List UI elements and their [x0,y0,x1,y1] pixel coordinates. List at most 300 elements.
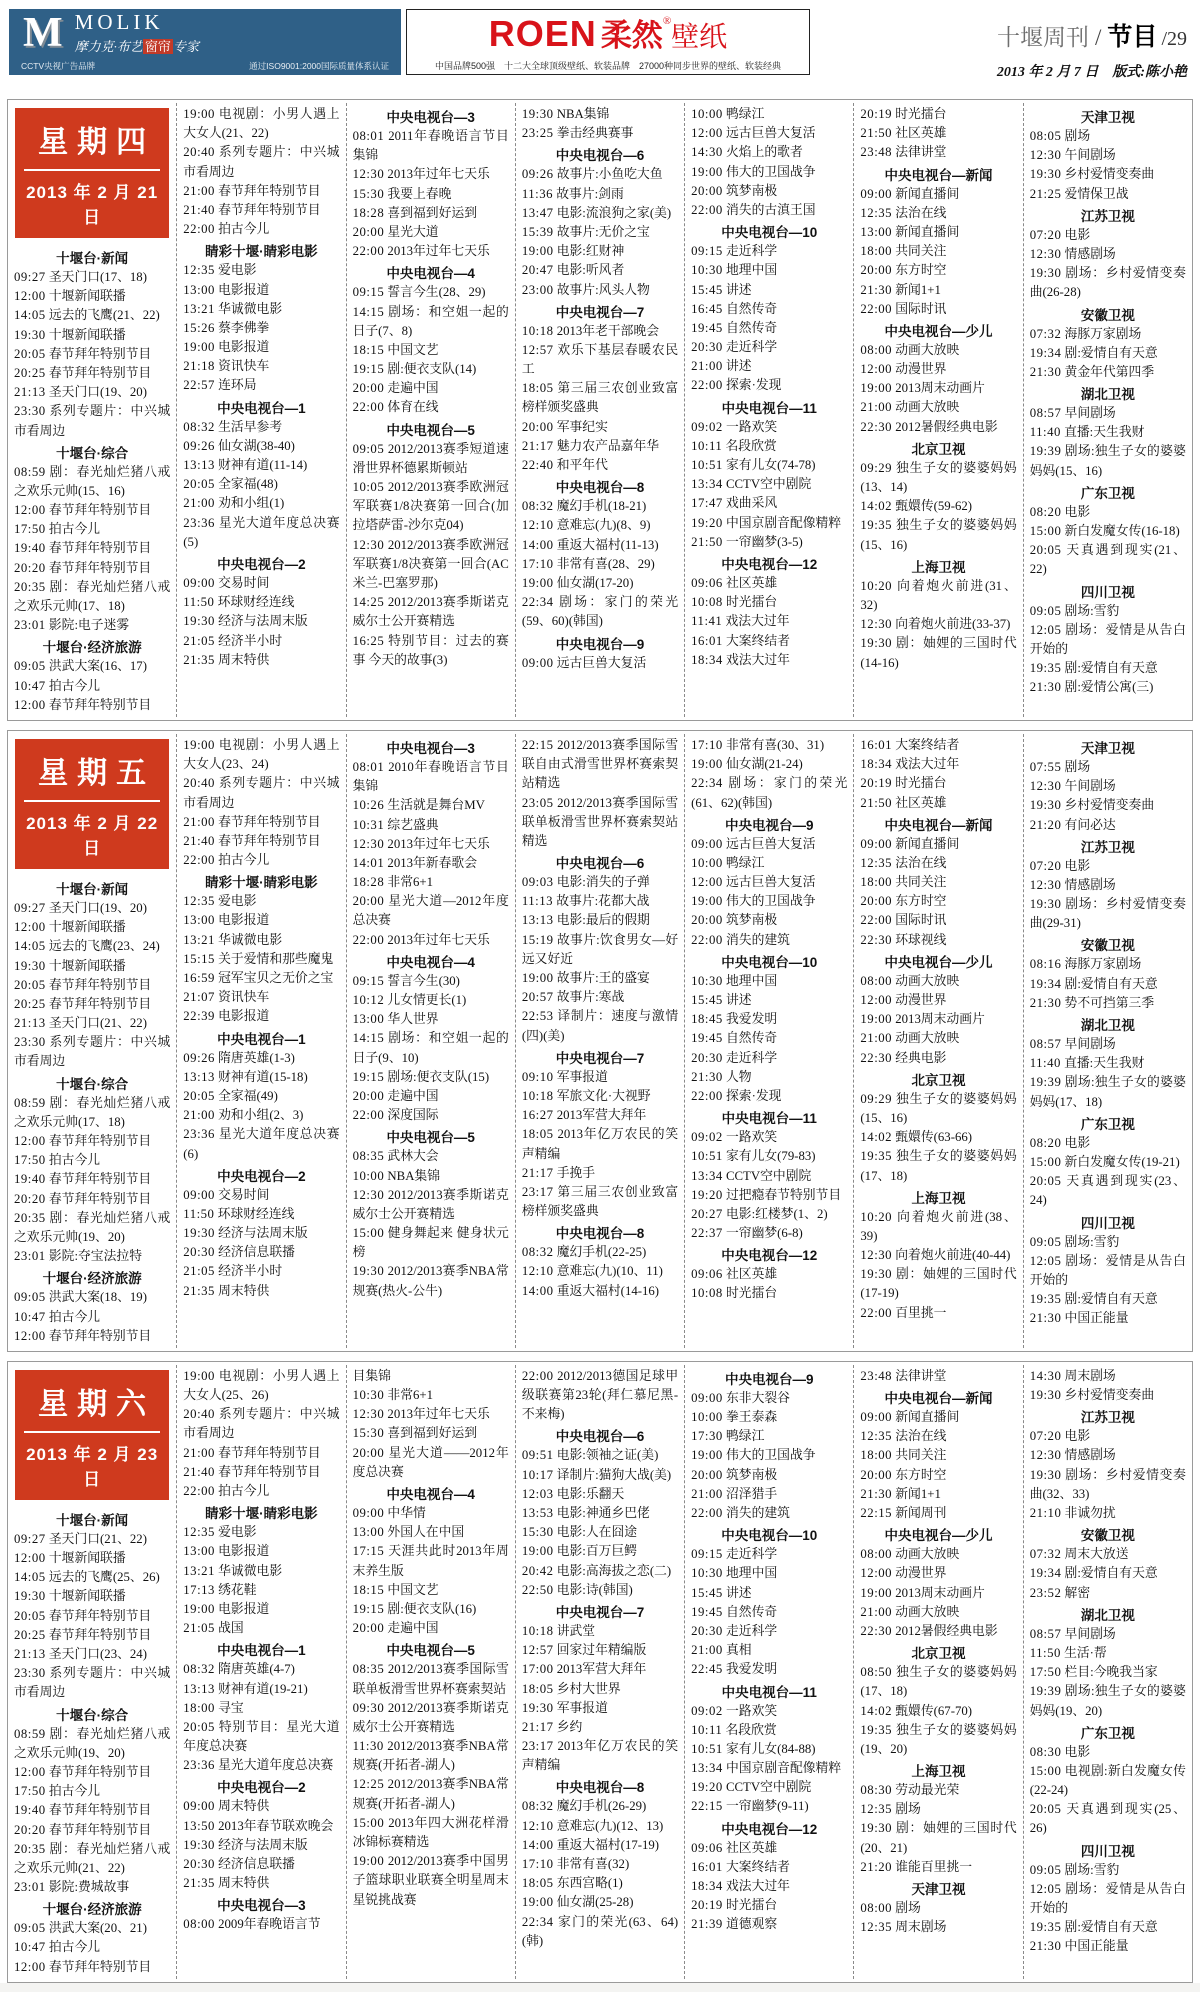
program-title: 地理中国 [722,973,778,988]
program-row [691,593,847,612]
program-row [522,497,678,516]
program-title: 2012暑假经典电影 [892,1623,998,1638]
program-time: 19:39 [1029,444,1062,459]
program-time: 17:50 [14,1153,46,1168]
program-time: 23:05 [521,795,554,810]
program-row [522,1893,678,1912]
program-title: 情感剧场 [1061,877,1116,892]
program-row [183,1262,339,1281]
program-title: 甄嬛传(63-66) [892,1130,973,1145]
program-title: CCTV空中剧院 [722,477,812,492]
program-title: 消失的古滇王国 [722,202,816,217]
program-row [860,1721,1016,1759]
channel-header: 中央电视台—3 [386,740,475,756]
program-title: 全家福(48) [214,477,278,492]
program-title: 圣天门口(21、22) [45,1531,147,1546]
program-title: 社区英雄 [892,795,947,810]
program-title: 2013年过年七天乐 [384,836,490,851]
program-time: 09:00 [183,575,215,590]
program-time: 08:00 [860,1547,893,1562]
program-time: 15:45 [691,993,723,1007]
program-time: 10:18 [521,1088,554,1103]
channel-header: 上海卫视 [911,1764,966,1780]
listing-column [176,103,345,717]
program-row [691,1128,847,1147]
program-row [691,651,847,670]
program-row [691,261,847,280]
program-time: 21:00 [183,814,215,829]
program-time: 10:51 [691,1741,723,1756]
program-title: 战国 [214,1621,244,1636]
channel-header: 中央电视台—9 [725,817,814,833]
program-time: 15:00 [352,1815,385,1830]
program-time: 13:00 [183,913,215,928]
program-time: 22:00 [352,932,385,947]
program-title: 共同关注 [892,875,947,890]
program-row [1030,1386,1186,1405]
program-row [691,1603,847,1622]
program-time: 22:39 [183,1009,215,1024]
program-time: 15:00 [1029,524,1062,538]
program-title: 剧场 [1061,759,1091,774]
program-time: 22:00 [860,913,893,928]
program-title: 电影报道 [214,282,270,297]
program-row [691,835,847,854]
program-row [353,854,509,873]
program-time: 21:40 [183,202,215,217]
program-title: 星光大道—2012年度总决赛 [352,894,509,928]
program-title: 新闻直播间 [892,224,960,239]
program-row [14,616,170,635]
program-time: 18:15 [352,342,385,357]
program-row [522,1699,678,1718]
program-title: 连环局 [214,378,257,393]
program-row [1030,423,1186,442]
program-time: 20:00 [860,263,893,278]
program-title: 2013年过年七天乐 [384,1407,490,1422]
program-time: 12:30 [352,1407,385,1422]
program-title: 家有儿女(74-78) [722,458,816,472]
program-title: 2012/2013赛季短道速滑世界杯德累斯顿站 [352,441,509,475]
program-time: 09:05 [14,1921,46,1936]
program-row [1030,541,1186,579]
program-title: 十堰新闻联播 [45,327,126,342]
program-title: 动漫世界 [892,362,947,377]
program-title: 春节拜年特别节目 [45,1627,152,1642]
channel-header: 中央电视台—2 [217,1780,306,1796]
program-row [183,632,339,651]
program-row [691,873,847,892]
channel-header: 湖北卫视 [1080,1018,1135,1033]
program-title: 春节拜年特别节目 [45,977,152,992]
program-time: 10:00 [691,1410,723,1425]
program-title: 电影:乐翻天 [553,1486,625,1501]
program-title: 筑梦南极 [722,1467,778,1482]
program-time: 14:25 [352,595,385,610]
program-title: 剧场:雪豹 [1061,1862,1120,1877]
program-row [14,326,170,345]
program-time: 16:01 [691,633,723,648]
program-row [860,1090,1016,1128]
masthead-dateline: 2013 年 2 月 7 日 版式:陈小艳 [996,65,1187,80]
program-time: 07:55 [1029,759,1062,774]
program-title: 生活·帮 [1060,1645,1107,1660]
program-row [860,1858,1016,1877]
program-title: 剧：春光灿烂猪八戒之欢乐元帅(17、18) [14,1095,171,1129]
program-row [1030,678,1186,697]
program-row [691,1049,847,1068]
program-time: 20:30 [691,1623,723,1638]
program-row [1030,1172,1186,1210]
program-time: 18:05 [521,1876,554,1891]
program-row [1030,994,1186,1013]
channel-header: 中央电视台—12 [721,1248,818,1264]
program-time: 22:15 [521,737,554,752]
program-title: 爱情保卫战 [1061,186,1129,201]
program-title: 译制片：速度与激情(四)(美) [521,1009,679,1043]
program-time: 15:00 [352,1226,385,1241]
program-row [183,911,339,930]
program-row [522,1836,678,1855]
program-title: 电影 [1061,227,1091,242]
program-row [860,379,1016,398]
program-title: 周末剧场 [1061,1368,1116,1383]
program-row [691,1087,847,1106]
program-time: 19:39 [1029,1684,1062,1699]
program-row [691,1485,847,1504]
program-title: 东方时空 [892,894,947,909]
program-row [860,911,1016,930]
program-time: 17:30 [691,1429,723,1444]
program-title: 动漫世界 [892,993,947,1007]
program-row [522,892,678,911]
program-title: 环球财经连线 [214,1206,295,1221]
program-row [1030,1427,1186,1446]
program-time: 09:03 [521,875,554,890]
program-title: 走近科学 [722,1547,778,1562]
program-row [353,1029,509,1067]
program-row [14,677,170,696]
program-row [691,1797,847,1816]
program-title: 仙女湖(17-20) [553,575,634,590]
program-title: 东非大裂谷 [722,1390,790,1405]
channel-header: 江苏卫视 [1080,208,1135,224]
program-row [522,261,678,280]
program-title: 2011年春晚语言节目集锦 [352,129,509,163]
program-title: 向着炮火前进(40-44) [892,1248,1011,1263]
program-title: 资讯快车 [214,359,270,374]
program-title: 一路欢笑 [722,1130,778,1145]
program-time: 21:00 [691,359,723,374]
program-time: 07:32 [1029,326,1062,341]
channel-header: 北京卫视 [911,1072,966,1088]
program-title: 星光大道年度总决赛(5) [183,515,340,549]
program-row [691,1284,847,1303]
program-row [522,911,678,930]
program-time: 13:21 [183,1563,215,1578]
program-title: 电影 [1061,858,1091,873]
program-time: 07:20 [1029,858,1062,873]
channel-header: 北京卫视 [911,441,966,457]
channel-header: 睛彩十堰·睛彩电影 [205,1506,318,1522]
program-row [1030,1682,1186,1720]
program-title: 拳王泰森 [722,1410,778,1425]
program-title: 2012/2013赛季NBA常规赛(开拓者-湖人) [352,1739,509,1773]
program-title: 2013周末动画片 [892,381,985,396]
program-time: 08:05 [1029,129,1062,143]
program-row [183,969,339,988]
program-row [1030,442,1186,480]
day-section-saturday [7,1361,1193,1983]
program-time: 23:30 [14,404,46,419]
program-time: 21:00 [691,1486,723,1501]
program-time: 18:05 [521,1681,554,1696]
program-row [522,204,678,223]
program-title: 蔡李佛拳 [214,320,270,335]
program-title: 仙女湖(25-28) [553,1895,634,1910]
program-row [691,1839,847,1858]
channel-header: 中央电视台—11 [721,400,817,416]
program-row [183,357,339,376]
program-time: 22:00 [352,400,385,415]
program-title: 乡村大世界 [553,1681,621,1696]
channel-header: 安徽卫视 [1080,307,1135,323]
channel-header: 中央电视台—4 [386,954,475,970]
program-time: 19:30 [183,1226,215,1241]
program-title: 伟大的卫国战争 [722,894,816,909]
channel-header: 中央电视台—10 [721,954,818,970]
program-title: 周末特供 [214,1799,270,1814]
program-row [183,261,339,280]
program-row [353,1619,509,1638]
program-time: 20:19 [860,776,893,791]
program-time: 20:35 [14,1841,46,1856]
program-row [860,204,1016,223]
program-time: 12:25 [352,1777,385,1792]
program-time: 20:00 [691,183,723,198]
program-title: 拍古今儿 [45,1784,101,1799]
program-title: 重返大福村(11-13) [553,537,659,552]
program-time: 19:00 [183,1368,215,1383]
program-row [1030,816,1186,835]
program-time: 12:05 [1029,622,1062,637]
program-continuation: 目集锦 [352,1368,391,1383]
program-row [14,1958,170,1977]
program-title: 社区英雄 [722,1840,778,1855]
program-title: 新闻1+1 [892,1486,941,1501]
banner-divider [24,169,160,171]
program-title: 生活就是舞台MV [384,798,485,813]
program-title: 故事片:饮食男女—好远又好近 [521,932,679,966]
program-row [353,1444,509,1482]
program-time: 09:00 [691,1390,723,1405]
program-title: 2013年过年七天乐 [384,167,490,182]
program-time: 15:00 [1029,1763,1062,1778]
program-time: 19:00 [691,894,723,909]
program-title: 2012/2013赛季中国男子篮球职业联赛全明星周末 星锐挑战赛 [352,1854,509,1907]
program-time: 21:40 [183,833,215,848]
program-row [353,1262,509,1300]
program-title: 动漫世界 [892,1566,947,1581]
program-title: 独生子女的婆婆妈妈(15、16) [860,518,1017,552]
channel-header: 十堰台·新闻 [56,1512,129,1528]
program-row [522,1125,678,1163]
program-time: 20:05 [1029,543,1062,558]
program-time: 11:30 [352,1739,384,1754]
program-row [14,306,170,325]
program-row [691,1224,847,1243]
program-time: 14:05 [14,1570,46,1585]
listing-column [1023,1365,1192,1979]
program-row [1030,777,1186,796]
program-title: 儿女情更长(1) [384,993,467,1007]
program-title: 法治在线 [892,855,947,870]
program-time: 10:47 [14,1309,46,1324]
program-time: 12:57 [521,342,554,357]
program-title: 影院:费城故事 [45,1880,130,1895]
channel-header: 中央电视台—2 [217,556,306,572]
program-row [183,1874,339,1893]
program-time: 13:50 [183,1818,215,1833]
program-title: 势不可挡第三季 [1061,995,1155,1010]
day-date: 2013 年 2 月 23 日 [26,1444,159,1489]
program-title: 讲述 [722,359,752,374]
program-title: 道德观察 [722,1917,778,1932]
program-title: 电影:听风者 [553,263,625,278]
program-time: 13:13 [183,1069,215,1084]
program-title: 远去的飞鹰(23、24) [45,939,160,954]
program-title: 非常有喜(28、29) [553,556,655,571]
channel-header: 中央电视台—少儿 [884,1528,993,1544]
program-row [1030,602,1186,621]
program-row [1030,1504,1186,1523]
program-row [691,281,847,300]
program-time: 10:11 [691,1722,723,1737]
program-row [14,345,170,364]
program-time: 21:39 [691,1917,723,1932]
program-time: 12:00 [14,1959,46,1974]
program-time: 12:00 [14,503,46,518]
program-time: 17:15 [352,1544,385,1559]
program-time: 20:00 [352,1621,385,1636]
program-row [522,1282,678,1301]
program-time: 12:00 [691,126,723,141]
channel-header: 中央电视台—7 [555,1050,645,1066]
program-time: 23:36 [183,1127,215,1142]
program-time: 14:02 [860,1703,893,1718]
channel-header: 中央电视台—4 [386,266,475,282]
program-row [522,1466,678,1485]
program-row [522,165,678,184]
program-time: 19:20 [691,1780,723,1795]
program-time: 19:30 [521,1700,554,1715]
program-time: 20:40 [183,776,215,791]
program-time: 10:11 [691,438,723,453]
program-row [691,931,847,950]
program-title: 大案终结者 [722,1859,790,1874]
program-title: 筑梦南极 [722,183,778,198]
program-time: 19:30 [14,958,46,973]
program-row [183,1600,339,1619]
program-title: 魅力农产品嘉年华 [553,438,660,453]
program-time: 15:00 [1029,1154,1062,1169]
program-row [691,1147,847,1166]
program-row [1030,796,1186,815]
program-time: 18:34 [860,757,893,772]
program-title: 向着炮火前进(38、39) [860,1209,1017,1243]
program-row [183,1915,339,1934]
program-row [353,536,509,594]
program-time: 09:51 [521,1448,554,1463]
program-title: 故事片:花都大战 [553,894,650,909]
program-time: 08:32 [521,1799,554,1814]
program-row [183,1680,339,1699]
channel-header: 天津卫视 [911,1882,966,1897]
program-time: 09:06 [691,575,723,590]
program-time: 12:30 [860,1248,893,1263]
program-row [353,1542,509,1580]
program-row [691,1740,847,1759]
program-time: 08:00 [183,1917,215,1932]
program-row [691,1896,847,1915]
program-title: 春节拜年特别节目 [45,996,152,1011]
program-row [353,1068,509,1087]
program-row [1030,1625,1186,1644]
program-title: 圣天门口(23、24) [45,1647,147,1661]
program-title: 我爱发明 [722,1662,778,1677]
program-time: 23:52 [1029,1585,1062,1600]
program-row [1030,363,1186,382]
program-title: 法治在线 [892,205,947,220]
listing-column [515,734,684,1348]
program-row [353,1814,509,1852]
program-title: 春节拜年特别节目 [45,1328,152,1343]
program-time: 20:35 [14,1210,46,1225]
program-time: 19:00 [183,1601,215,1616]
program-row [183,736,339,774]
program-title: 非诚勿扰 [1061,1506,1116,1520]
program-row [353,796,509,815]
program-time: 20:42 [521,1563,554,1578]
program-title: 军事报道 [553,1069,608,1084]
program-time: 18:00 [183,1700,215,1715]
program-time: 19:20 [691,1187,723,1202]
program-title: 誓言今生(28、29) [384,285,486,300]
program-title: 华人世界 [384,1012,439,1027]
program-row [14,957,170,976]
program-title: 经济与法周末版 [214,614,308,629]
program-title: 交易时间 [214,575,270,590]
program-row [691,163,847,182]
program-title: 系列专题片：中兴城市看周边 [14,1666,171,1700]
program-time: 22:00 [352,244,385,259]
program-row [353,1405,509,1424]
program-row [14,976,170,995]
program-row [353,632,509,670]
program-row [14,1725,170,1763]
program-title: 2012/2013德国足球甲级联赛第23轮(拜仁慕尼黑-不来梅) [521,1368,679,1422]
program-row [860,1603,1016,1622]
program-title: 洪武大案(20、21) [45,1921,147,1936]
program-title: 春节拜年特别节目 [45,346,152,361]
program-time: 20:00 [352,1445,385,1460]
channel-header: 中央电视台—11 [721,1111,817,1127]
program-row [14,1568,170,1587]
program-title: 回家过年精编版 [553,1643,647,1658]
program-time: 16:45 [691,301,723,316]
program-title: 春节拜年特别节目 [45,1959,152,1974]
program-title: 独生子女的婆婆妈妈(17、18) [860,1665,1017,1699]
